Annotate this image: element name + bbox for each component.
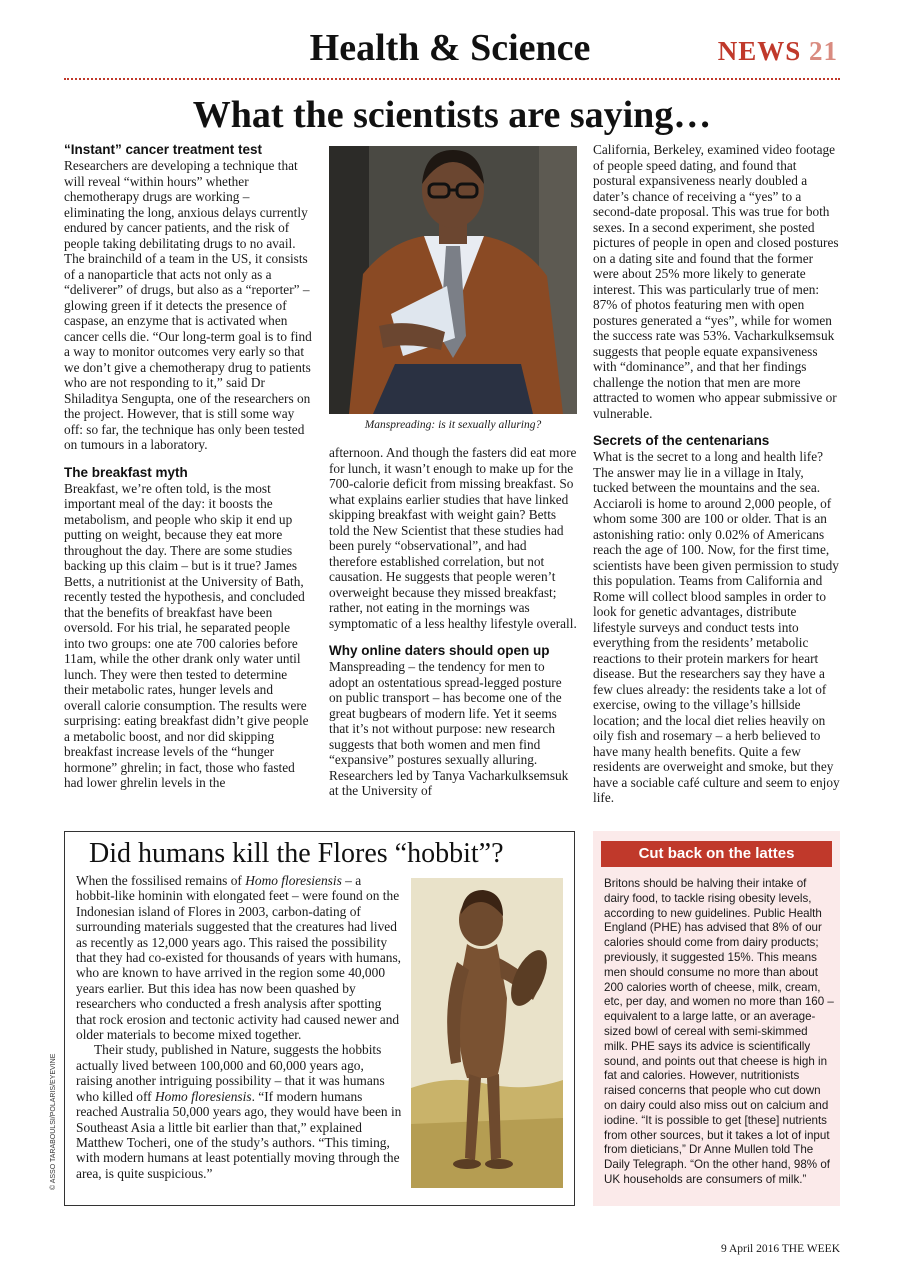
column-3	[593, 142, 841, 806]
page-footer	[721, 1243, 840, 1255]
photo-credit: © ASSO TARABOULSI/POLARIS/EYEVINE	[50, 1053, 57, 1190]
hobbit-paragraph-2	[76, 1042, 402, 1181]
breakfast-heading: The breakfast myth	[64, 464, 188, 480]
hobbit-feature-box	[64, 831, 575, 1206]
cancer-body: Researchers are developing a technique that will reveal “within hours” whether chemotherapy drugs are working – eliminating the long, anxious delays currently endured by cancer patients, and the risk of people taking debilitating drugs to no avail. The brainchild of a team in the US, it consists of a nanoparticle that acts not only as a “deliverer” of drugs, but also as a “reporter” – glowing green if it detects the presence of caspase, an enzyme that is activated when cancer cells die. “Our long-term goal is to find a way to monitor outcomes very early so that we don’t give a chemotherapy drug to patients who are not responding to it,” said Dr Shiladitya Sengupta, one of the researchers on the project. However, that is still some way off: so far, the technique has only been tested on tumours in a laboratory.	[64, 158, 312, 452]
centenarians-body: What is the secret to a long and health life? The answer may lie in a village in Italy, tucked between the mountains and the sea. Acciaroli is home to around 2,000 people, of whom some 300 are 100 or older. That is an astonishing ratio: only 0.02% of Americans reach the age of 100. Now, for the first time, scientists have been given permission to study this population. Teams from California and Rome will collect blood samples in order to look for genetic advantages, distribute lifestyle surveys and conduct tests into everything from the residents’ metabolic reactions to their protein markers for heart disease. But the researchers say they have a few clues already: the residents take a lot of exercise, owing to the village’s hillside location; and the local diet relies heavily on oily fish and rosemary – a herb believed to have many health benefits. Quite a few residents are overweight and smoke, but they have a sociable café culture and seem to enjoy life.	[593, 449, 840, 805]
photo-caption: Manspreading: is it sexually alluring?	[364, 419, 542, 431]
hominin-figure-illustration	[411, 878, 563, 1188]
news-page-tag	[718, 36, 838, 67]
hobbit-p2-start: Their study, published in Nature, suggests the hobbits actually lived between 100,000 and 60,000 years ago, raising another intriguing possibility – that it was humans who killed off	[76, 1042, 385, 1104]
sidebar-heading: Cut back on the lattes	[601, 841, 832, 867]
publication-name: THE WEEK	[781, 1243, 840, 1255]
hobbit-illustration	[411, 878, 563, 1188]
breakfast-body-part1: Breakfast, we’re often told, is the most important meal of the day: it boosts the metabolism, and people who skip it end up putting on weight, because they eat more throughout the day. There are some studies backing up this claim – but is it true? James Betts, a nutritionist at the University of Bath, recently tested the hypothesis, and concluded that the benefits of breakfast have been oversold. For his trial, he separated people into two groups: one ate 700 calories before 11am, while the other drank only water until lunch. They were then tested to determine their metabolic rates, hunger levels and overall calorie consumption. The results were surprising: eating breakfast didn’t give people a metabolic boost, and nor did skipping breakfast increase levels of the “hunger hormone” ghrelin; in fact, those who fasted had lower ghrelin levels in the	[64, 480, 309, 790]
hobbit-title: Did humans kill the Flores “hobbit”?	[89, 838, 504, 869]
sidebar-body: Britons should be halving their intake of dairy food, to tackle rising obesity levels, according to new guidelines. Public Health England (PHE) has advised that 8% of our calories should come from dairy products; previously, it suggested 15%. This means men should consume no more than about 200 calories worth of cheese, milk, cream, etc, per day, and women no more than 160 – equivalent to a large latte, or an average-sized bowl of cereal with semi-skimmed milk. PHE says its advice is scientifically sound, and points out that cheese is high in fat and calories. However, nutritionists raised concerns that people who cut down on dairy could also miss out on calcium and iodine. “It is possible to get [these] nutrients from other sources, but it takes a lot of input from dieticians,” Dr Anne Mullen told The Daily Telegraph. “On the other hand, 98% of UK households are consumers of milk.”	[604, 877, 834, 1186]
manspreading-photo	[329, 146, 577, 414]
hobbit-paragraph-1	[76, 873, 402, 1042]
centenarians-heading: Secrets of the centenarians	[593, 433, 770, 448]
man-reading-illustration	[329, 146, 577, 414]
hobbit-p2-rest: . “If modern humans reached Australia 50,000 years ago, they would have been in Southeast Asia a little bit earlier than that,” explained Matthew Tocheri, one of the study’s authors. “This timing, with modern humans at least potentially moving through the area, is quite suspicious.”	[76, 1088, 402, 1181]
daters-heading: Why online daters should open up	[329, 643, 550, 658]
column-1	[64, 142, 312, 791]
cancer-heading: “Instant” cancer treatment test	[64, 142, 263, 157]
species-name-repeat: Homo floresiensis	[154, 1088, 252, 1104]
daters-body-part1: Manspreading – the tendency for men to adopt an ostentatious spread-legged posture on public transport – has become one of the great bugbears of modern life. Yet it seems that it’s not without purpose: new research suggests that both women and men find “expansive” postures sexually alluring. Researchers led by Tanya Vacharkulksemsuk at the University of	[329, 659, 569, 798]
hobbit-p1-start: When the fossilised remains of	[76, 873, 246, 888]
hobbit-p1-rest: – a hobbit-like hominin with elongated feet – were found on the Indonesian island of Flores in 2003, carbon-dating of surrounding materials suggested that the creatures had lived as recently as 12,000 years ago. This raised the possibility that they had co-existed for thousands of years with humans, who are known to have arrived in the region some 40,000 years earlier. But this idea has now been quashed by researchers who conducted a fresh analysis after spotting that rock erosion and tectonic activity had caused newer and older materials to become mixed together.	[76, 873, 402, 1043]
header-divider	[64, 78, 840, 80]
breakfast-body-part2: afternoon. And though the fasters did eat more for lunch, it wasn’t enough to make up for the 700-calorie deficit from missing breakfast. So what explains earlier studies that have linked skipping breakfast with weight gain? Betts told the New Scientist that these studies had been purely “observational”, and had therefore established correlation, but not causation. He suggests that people weren’t overweight because they missed breakfast; rather, not eating in the mornings was symptomatic of a less healthy lifestyle overall.	[329, 445, 577, 631]
daters-body-part2: California, Berkeley, examined video footage of people speed dating, and found that postural expansiveness nearly doubled a dater’s chance of receiving a “yes” to a second-date proposal. This was true for both sexes. In a second experiment, she posted pictures of people in open and closed postures on a dating site and found that the former were about 25% more likely to generate interest. This was particularly true of men: 87% of photos featuring men with open postures generated a “yes”, while for women the success rate was 53%. Vacharkulksemsuk suggests that people equate expansiveness with “dominance”, and that her findings challenge the notion that men are more attracted to women who appear submissive or vulnerable.	[593, 142, 839, 421]
page-number: 21	[809, 36, 838, 66]
lattes-sidebar	[593, 831, 840, 1206]
hobbit-body	[76, 873, 402, 1181]
species-name: Homo floresiensis	[245, 873, 342, 888]
news-label: NEWS	[717, 36, 802, 66]
section-title: Health & Science	[309, 27, 591, 69]
issue-date: 9 April 2016	[720, 1243, 780, 1255]
column-2	[329, 445, 577, 799]
page-headline: What the scientists are saying…	[192, 94, 712, 136]
